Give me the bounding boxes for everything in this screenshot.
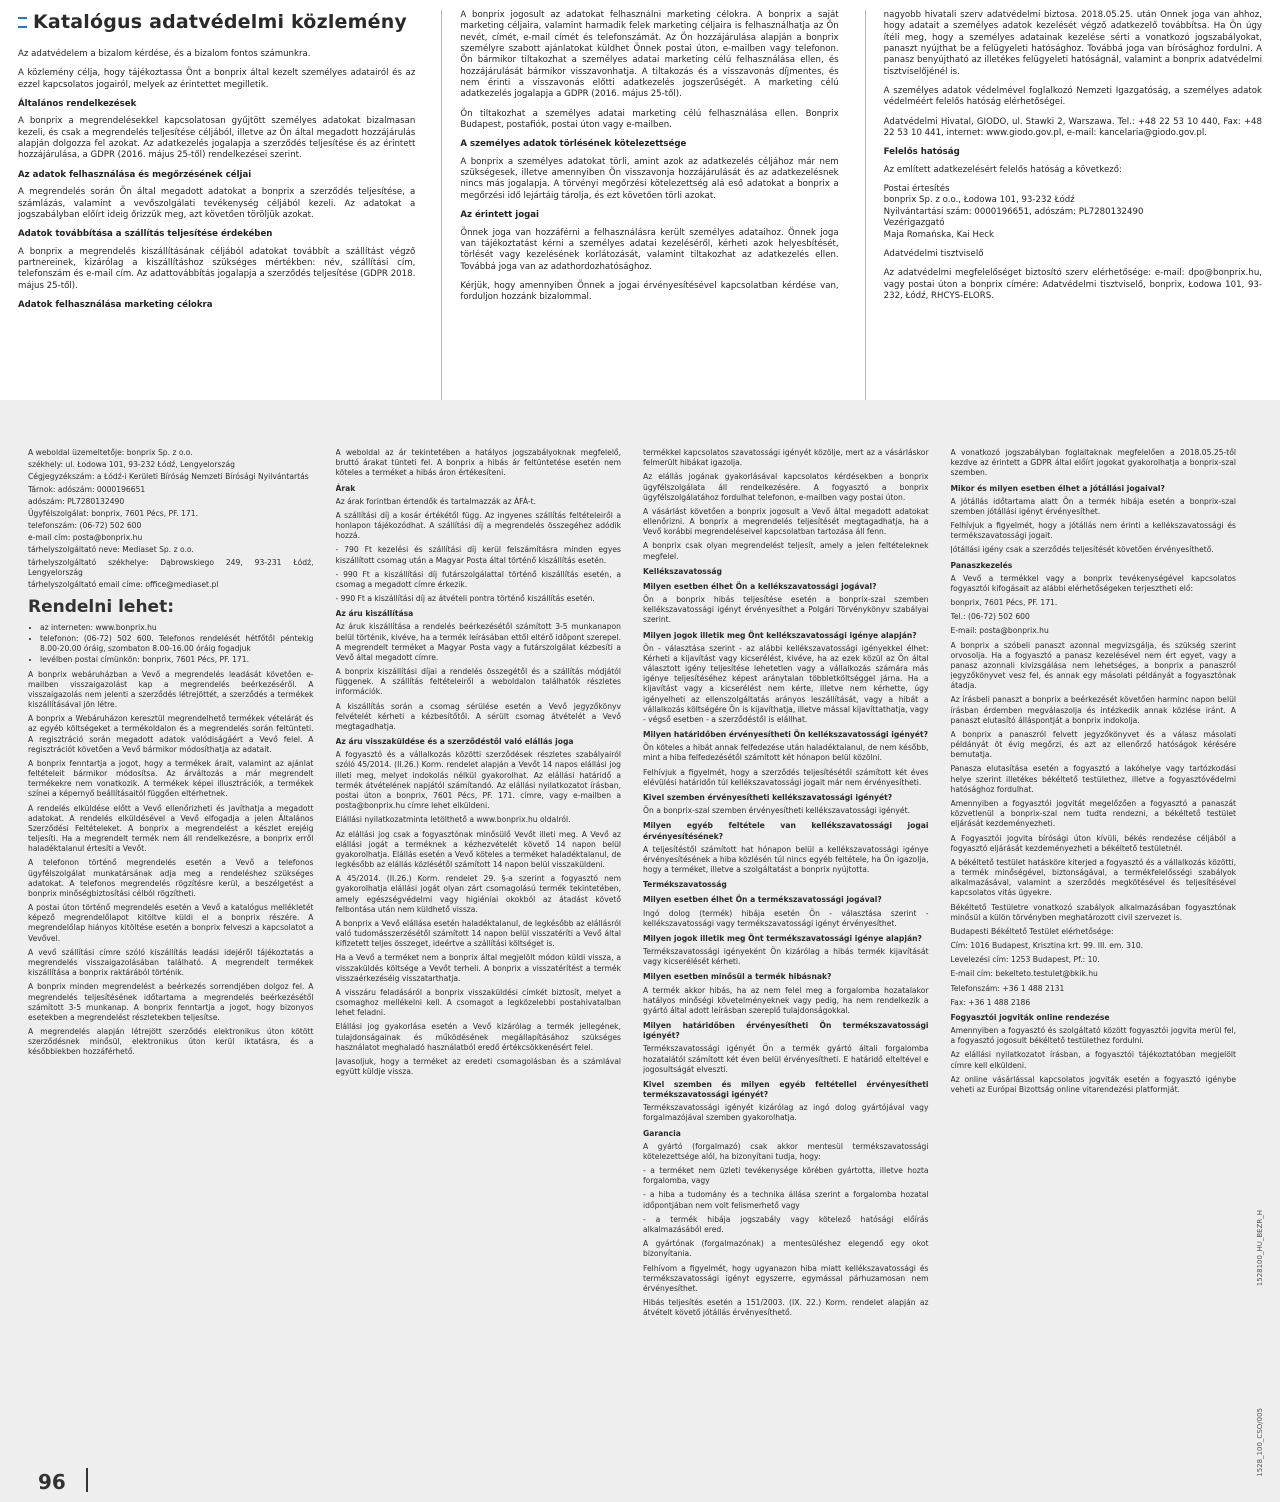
- paragraph: Az adatvédelmi megfelelőséget biztosító szerv elérhetősége: e-mail: dpo@bonprix.hu, vagy postai úton a bonprix címére: Adatvédelmi tisztviselő, bonprix, Łodowa 101, 93-232, Łódź, RHCYS-ELORS.: [883, 268, 1262, 301]
- paragraph: A teljesítéstől számított hat hónapon belül a kellékszavatossági igénye érvényesítésének a hiba közlésén túl nincs egyéb feltétele, ha Ön igazolja, hogy a terméket, illetve a szolgáltatást a bonprix nyújtotta.: [643, 844, 929, 875]
- section-heading: A személyes adatok törlésének kötelezettsége: [460, 139, 687, 150]
- order-method-item: • telefonon: (06-72) 502 600. Telefonos rendelését hétfőtől péntekig 8.00-20.00 óráig, szombaton 8.00-16.00 óráig fogadjuk: [40, 634, 314, 654]
- terms-column-1: [28, 448, 314, 1468]
- paragraph: A Vevő a termékkel vagy a bonprix tevékenységével kapcsolatos fogyasztói kifogásait az alábbi elérhetőségeken terjesztheti elő:: [950, 573, 1236, 593]
- paragraph: A bonprix kiszállítási díjai a rendelés összegétől és a szállítás módjától függenek. A szállítás feltételeiről a weboldalon találhatók részletes információk.: [335, 667, 621, 697]
- paragraph: Panasza elutasítása esetén a fogyasztó a lakóhelye vagy tartózkodási helye szerint illetékes békéltető testülethez, illetve a fogyasztóvédelmi hatósághoz fordulhat.: [950, 764, 1236, 794]
- section-heading: Termékszavatosság: [643, 880, 727, 890]
- paragraph: A megrendelés során Ön által megadott adatokat a bonprix a szerződés teljesítése, a számlázás, valamint a vevőszolgálati tevékenység céljából kezeli. Az adatokat a jogszabályban előírt ideig őrizzük meg, azt követően töröljük azokat.: [18, 187, 416, 220]
- contact-line: tárhelyszolgáltató email címe: office@mediaset.pl: [28, 579, 219, 589]
- contact-block: [28, 448, 314, 590]
- paragraph: Ön a bonprix hibás teljesítése esetén a bonprix-szal szemben kellékszavatossági igényt érvényesíthet a Polgári Törvénykönyv szabályai szerint.: [643, 595, 929, 625]
- section-heading: Az érintett jogai: [460, 210, 539, 221]
- terms-column-4: [951, 448, 1237, 1468]
- order-heading: Rendelni lehet:: [28, 597, 175, 618]
- contact-line: tárhelyszolgáltató neve: Mediaset Sp. z o.o.: [28, 545, 194, 555]
- paragraph: Termékszavatossági igényeként Ön kizárólag a hibás termék kijavítását vagy kicserélését kérheti.: [643, 947, 929, 967]
- section-heading: Panaszkezelés: [950, 560, 1013, 570]
- paragraph: A bonprix a megrendelés kiszállításának céljából adatokat továbbít a szállítást végző partnereinek, kizárólag a kiszállításhoz szükséges mértékben: név, szállítási cím, telefonszám és e-mail cím. Az adattovábbítás jogalapja a szerződés teljesítése (GDPR 2018. május 25-től).: [18, 246, 416, 291]
- privacy-column-2: [441, 10, 838, 400]
- section-heading: Kivel szemben és milyen egyéb feltétellel érvényesítheti termékszavatossági igényét?: [643, 1079, 929, 1100]
- paragraph: A bonprix csak olyan megrendelést teljesít, amely a jelen feltételeknek megfelel.: [643, 541, 929, 561]
- paragraph: bonprix, 7601 Pécs, PF. 171.: [950, 598, 1058, 608]
- section-heading: Milyen határidőben érvényesítheti Ön termékszavatossági igényét?: [643, 1021, 929, 1041]
- section-heading: Kivel szemben érvényesítheti kellékszavatossági igényét?: [643, 792, 893, 802]
- order-method-item: • az interneten: www.bonprix.hu: [40, 623, 314, 633]
- order-methods-list: [40, 623, 314, 666]
- paragraph: A telefonon történő megrendelés esetén a Vevő a telefonos ügyfélszolgálat munkatársának adja meg a rendeléshez szükséges adatokat. A telefonos megrendelés rögzítésre kerül, a beszélgetést a bonprix minőségbiztosítási célból rögzítheti.: [28, 858, 314, 898]
- paragraph: Az írásbeli panaszt a bonprix a beérkezését követően harminc napon belül írásban érdemben megválaszolja és intézkedik annak közlése iránt. A panaszt elutasító álláspontját a bonprix indokolja.: [950, 695, 1236, 725]
- paragraph: - 790 Ft kezelési és szállítási díj kerül felszámításra minden egyes kiszállított csomag után a Magyar Posta által történő kiszállítás esetén.: [335, 545, 621, 565]
- terms-section: [0, 400, 1280, 1502]
- paragraph: A személyes adatok védelmével foglalkozó Nemzeti Igazgatóság, a személyes adatok védelméért felelős hatóság elérhetőségei.: [883, 86, 1262, 108]
- paragraph: A bonprix minden megrendelést a beérkezés sorrendjében dolgoz fel. A megrendelés teljesítésének időtartama a megrendelés beérkezésétől számított 3-5 munkanap. A bonprix fenntartja a jogot, hogy bizonyos esetekben a megrendelést részletekben teljesítse.: [28, 982, 314, 1022]
- paragraph: A gyártó (forgalmazó) csak akkor mentesül termékszavatossági kötelezettsége alól, ha bizonyítani tudja, hogy:: [643, 1141, 929, 1161]
- paragraph: A jótállás időtartama alatt Ön a termék hibája esetén a bonprix-szal szemben jótállási igényt érvényesíthet.: [950, 496, 1236, 516]
- section-heading: Felelős hatóság: [883, 147, 960, 158]
- paragraph: A Fogyasztói jogvita bírósági úton kívüli, békés rendezése céljából a fogyasztó eljárását kezdeményezheti a békéltető testületnél.: [950, 833, 1236, 853]
- paragraph: Elállási jog gyakorlása esetén a Vevő kizárólag a termék jellegének, tulajdonságainak és működésének megállapításához szükséges használatot meghaladó használatból eredő értékcsökkenésért felel.: [335, 1022, 621, 1052]
- paragraph: E-mail cím: bekelteto.testulet@bkik.hu: [950, 969, 1098, 979]
- section-heading: Milyen esetben élhet Ön a termékszavatossági jogával?: [643, 895, 882, 905]
- paragraph: Ön tiltakozhat a személyes adatai marketing célú felhasználása ellen. Bonprix Budapest, postafiók, postai úton vagy e-mailben.: [460, 108, 839, 131]
- section-heading: Kellékszavatosság: [643, 566, 722, 576]
- section-heading: Garancia: [643, 1128, 681, 1138]
- paragraph: Adatvédelmi Hivatal, GIODO, ul. Stawki 2, Warszawa. Tel.: +48 22 53 10 440, Fax: +48 22 53 10 441, internet: www.giodo.gov.pl, e-mail: kancelaria@giodo.gov.pl.: [883, 116, 1262, 139]
- paragraph: A vonatkozó jogszabályban foglaltaknak megfelelően a 2018.05.25-től kezdve az érintett a GDPR által előírt jogokat gyakorolhatja a bonprix-szal szemben.: [950, 448, 1236, 478]
- contact-line: székhely: ul. Łodowa 101, 93-232 Łódź, Lengyelország: [28, 460, 235, 470]
- page-title: Katalógus adatvédelmi közlemény: [33, 11, 408, 33]
- terms-column-1-body: [28, 670, 314, 1058]
- paragraph: Adatvédelmi tisztviselő: [883, 248, 984, 259]
- section-heading: Az áru visszaküldése és a szerződéstől való elállás joga: [335, 737, 574, 747]
- paragraph: A gyártónak (forgalmazónak) a mentesüléshez elegendő egy okot bizonyítania.: [643, 1239, 929, 1259]
- paragraph: Amennyiben a fogyasztó és szolgáltató között fogyasztói jogvita merül fel, a fogyasztó jogosult békéltető testülethez fordulni.: [950, 1026, 1236, 1046]
- paragraph: A közlemény célja, hogy tájékoztassa Önt a bonprix által kezelt személyes adatairól és az ezzel kapcsolatos jogairól, melyek az érintettet megilletik.: [18, 68, 416, 90]
- paragraph: Termékszavatossági igényét Ön a termék gyártó általi forgalomba hozatalától számított két éven belül érvényesítheti. E határidő elteltével e jogosultságát elveszti.: [643, 1044, 929, 1074]
- paragraph: A vásárlást követően a bonprix jogosult a Vevő által megadott adatokat ellenőrizni. A bonprix a megrendelés teljesítését megtagadhatja, ha a Vevő korábbi megrendeléseivel kapcsolatban tartozása áll fenn.: [643, 506, 929, 537]
- paragraph: E-mail: posta@bonprix.hu: [950, 626, 1049, 636]
- page-number: 96: [38, 1470, 66, 1494]
- paragraph: Az elállási nyilatkozatot írásban, a fogyasztói tájékoztatóban megjelölt címre kell elküldeni.: [950, 1050, 1236, 1070]
- contact-line: tárhelyszolgáltató székhelye: Dąbrowskiego 249, 93-231 Łódź, Lengyelország: [28, 557, 314, 577]
- title-row: [18, 10, 415, 35]
- paragraph: Békéltető Testületre vonatkozó szabályok alkalmazásában fogyasztónak minősül a külön törvényben meghatározott civil szervezet is.: [950, 902, 1236, 922]
- paragraph: A bonprix jogosult az adatokat felhasználni marketing célokra. A bonprix a saját marketing céljaira, valamint harmadik felek marketing céljaira is felhasználhatja az Ön nevét, címét, e-mail címét és telefonszámát. Az Ön hozzájárulása alapján a bonprix személyre szabott ajánlatokat küldhet Önnek postai úton, e-mailben vagy telefonon. Ön bármikor tiltakozhat a személyes adatai marketing célú felhasználása ellen, és hozzájárulását bármikor visszavonhatja. A tiltakozás és a visszavonás díjmentes, és nem érinti a visszavonás előtti adatkezelés jogszerűségét. A marketing célú adatkezelés jogalapja a GDPR (2016. május 25-től).: [460, 10, 839, 100]
- order-method-item: • levélben postai címünkön: bonprix, 7601 Pécs, PF. 171.: [40, 655, 314, 665]
- section-heading: Árak: [335, 483, 356, 493]
- paragraph: Tel.: (06-72) 502 600: [950, 612, 1030, 622]
- contact-line: A weboldal üzemeltetője: bonprix Sp. z o.o.: [28, 448, 193, 457]
- contact-line: Cégjegyzékszám: a Łódź-i Kerületi Bíróság Nemzeti Bírósági Nyilvántartás: [28, 472, 309, 482]
- section-heading: Adatok felhasználása marketing célokra: [18, 299, 213, 310]
- paragraph: Az említett adatkezelésért felelős hatóság a következő:: [883, 164, 1122, 175]
- paragraph: Önnek joga van hozzáférni a felhasználásra került személyes adataihoz. Önnek joga van tájékoztatást kérni a személyes adatai kezeléséről, kérheti azok helyesbítését, törlését vagy kezelésének korlátozását, valamint tiltakozhat az adatkezelés ellen. Továbbá joga van az adathordozhatósághoz.: [460, 227, 839, 272]
- paragraph: A kiszállítás során a csomag sérülése esetén a Vevő jegyzőkönyv felvételét kérheti a kézbesítőtől. A sérült csomag átvételét a Vevő megtagadhatja.: [335, 701, 621, 731]
- paragraph: A bonprix a megrendelésekkel kapcsolatosan gyűjtött személyes adatokat bizalmasan kezeli, és csak a megrendelés teljesítése céljából, illetve az Ön által megadott hozzájárulás alapján dolgozza fel azokat. Az adatkezelés jogalapja a szerződés teljesítése és az érintett hozzájárulása, a GDPR (2016. május 25-től) rendelkezései szerint.: [18, 116, 416, 161]
- paragraph: Az elállás jogának gyakorlásával kapcsolatos kérdésekben a bonprix ügyfélszolgálata áll rendelkezésére. A fogyasztó a bonprix ügyfélszolgálatához fordulhat telefonon, e-mailben vagy postai úton.: [643, 472, 929, 502]
- paragraph: Ön köteles a hibát annak felfedezése után haladéktalanul, de nem később, mint a hiba felfedezésétől számított két hónapon belül közölni.: [643, 743, 929, 763]
- paragraph: A bonprix a Webáruházon keresztül megrendelhető termékek vételárát és az egyéb költségeket a termékoldalon és a megrendelés során feltünteti. A regisztráció során megadott adatok valódiságáért a Vevő felel. A regisztrációt követően a Vevő bármikor módosíthatja az adatait.: [28, 714, 314, 754]
- paragraph: A rendelés elküldése előtt a Vevő ellenőrizheti és javíthatja a megadott adatokat. A rendelés elküldésével a Vevő elfogadja a jelen Általános Szerződési Feltételeket. A bonprix a megrendelést a készlet erejéig teljesíti. Ha a megrendelt termék nem áll rendelkezésre, a bonprix erről haladéktalanul értesíti a Vevőt.: [28, 803, 314, 854]
- section-heading: Milyen egyéb feltétele van kellékszavatossági jogai érvényesítésének?: [643, 821, 929, 841]
- contact-line: adószám: PL7280132490: [28, 496, 125, 506]
- paragraph: - a terméket nem üzleti tevékenysége körében gyártotta, illetve hozta forgalomba, vagy: [643, 1166, 929, 1186]
- paragraph: Az elállási jog csak a fogyasztónak minősülő Vevőt illeti meg. A Vevő az elállási jogát a terméknek a kézhezvételét követő 14 napon belül gyakorolhatja. Elállás esetén a Vevő köteles a terméket haladéktalanul, de legkésőbb az elállás közlésétől számított 14 napon belül visszaküldeni.: [335, 829, 621, 870]
- section-heading: Milyen jogok illetik meg Önt termékszavatossági igénye alapján?: [643, 933, 922, 943]
- privacy-notice-section: [0, 0, 1280, 400]
- paragraph: A megrendelés alapján létrejött szerződés elektronikus úton kötött szerződésnek minősül, elektronikus úton kerül iktatásra, és a későbbiekben hozzáférhető.: [28, 1027, 314, 1057]
- side-code-lower: 1528_100_CSO/005: [1256, 1408, 1264, 1477]
- paragraph: Cím: 1016 Budapest, Krisztina krt. 99. III. em. 310.: [950, 941, 1144, 951]
- section-heading: Milyen esetben élhet Ön a kellékszavatossági jogával?: [643, 581, 877, 591]
- page-number-divider: [86, 1468, 88, 1492]
- paragraph: nagyobb hivatali szerv adatvédelmi biztosa. 2018.05.25. után Önnek joga van ahhoz, hogy adatait a személyes adatok kezelését végző adatkezelő továbbítsa. Ha Ön úgy ítéli meg, hogy a személyes adatainak kezelése sérti a vonatkozó jogszabályokat, panaszt nyújthat be a felügyeleti hatósághoz. Továbbá joga van bírósághoz fordulni. A panasz benyújtható az illetékes felügyeleti hatóságnál, valamint a bonprix adatvédelmi tisztviselőjénél is.: [883, 10, 1262, 77]
- paragraph: - 990 Ft a kiszállítási díj futárszolgálattal történő kiszállítás esetén, a csomag a megadott címre érkezik.: [335, 569, 621, 589]
- paragraph: Felhívjuk a figyelmét, hogy a jótállás nem érinti a kellékszavatossági és termékszavatossági jogait.: [950, 521, 1236, 541]
- section-heading: Milyen esetben minősül a termék hibásnak?: [643, 972, 832, 982]
- paragraph: A vevő szállítási címre szóló kiszállítás leadási idejéről tájékoztatás a megrendelés visszaigazolásában található. A megrendelt termékek kiszállítása a bonprix raktárából történik.: [28, 947, 314, 978]
- section-heading: Fogyasztói jogviták online rendezése: [950, 1012, 1110, 1022]
- paragraph: A 45/2014. (II.26.) Korm. rendelet 29. §-a szerint a fogyasztó nem gyakorolhatja elállási jogát olyan zárt csomagolású termék tekintetében, amely egészségvédelmi vagy higiéniai okokból az átadást követő felbontása után nem küldhető vissza.: [335, 874, 621, 914]
- paragraph: Elállási nyilatkozatminta letölthető a www.bonprix.hu oldalról.: [335, 815, 571, 825]
- paragraph: A fogyasztó és a vállalkozás közötti szerződések részletes szabályairól szóló 45/2014. (II.26.) Korm. rendelet alapján a Vevőt 14 napos elállási jog illeti meg, melyet indokolás nélkül gyakorolhat. Az elállási határidő a termék átvételének napjától számítandó. Az elállási nyilatkozatot írásban, postai úton a bonprix, 7601 Pécs, PF. 171. címre, vagy e-mailben a posta@bonprix.hu címre lehet elküldeni.: [335, 750, 621, 811]
- paragraph: A weboldal az ár tekintetében a hatályos jogszabályoknak megfelelő, bruttó árakat tünteti fel. A bonprix a hibás ár feltüntetése esetén nem köteles a terméket a hibás áron értékesíteni.: [335, 448, 621, 478]
- paragraph: Ingó dolog (termék) hibája esetén Ön - választása szerint - kellékszavatossági vagy termékszavatossági igényt érvényesíthet.: [643, 908, 929, 928]
- side-code-upper: 1528100_HU_BEZR_H: [1256, 1210, 1264, 1287]
- section-heading: Általános rendelkezések: [18, 99, 137, 110]
- contact-line: e-mail cím: posta@bonprix.hu: [28, 533, 143, 543]
- paragraph: Felhívjuk a figyelmét, hogy a szerződés teljesítésétől számított két éves elévülési határidőn túl kellékszavatossági jogait már nem érvényesítheti.: [643, 767, 929, 787]
- section-heading: Az áru kiszállítása: [335, 609, 414, 619]
- paragraph: - 990 Ft a kiszállítási díj az átvételi pontra történő kiszállítás esetén.: [335, 594, 595, 604]
- paragraph: A bonprix a szóbeli panaszt azonnal megvizsgálja, és szükség szerint orvosolja. Ha a fogyasztó a panasz kezelésével nem ért egyet, vagy a panasz azonnali kivizsgálása nem lehetséges, a bonprix a panaszról jegyzőkönyvet vesz fel, és annak egy másolati példányát a fogyasztónak átadja.: [950, 640, 1236, 691]
- paragraph: Kérjük, hogy amennyiben Önnek a jogai érvényesítésével kapcsolatban kérdése van, forduljon hozzánk bizalommal.: [460, 280, 839, 303]
- section-heading: Az adatok felhasználása és megőrzésének céljai: [18, 169, 252, 180]
- section-heading: Milyen határidőben érvényesítheti Ön kellékszavatossági igényét?: [643, 730, 928, 740]
- terms-column-2: [336, 448, 622, 1468]
- paragraph: A szállítási díj a kosár értékétől függ. Az ingyenes szállítás feltételeiről a honlapon tájékozódhat. A szállítási díj a megrendelés összegéhez adódik hozzá.: [335, 510, 621, 541]
- paragraph: Felhívom a figyelmét, hogy ugyanazon hiba miatt kellékszavatossági és termékszavatossági igényt egyszerre, egymással párhuzamosan nem érvényesíthet.: [643, 1263, 929, 1293]
- paragraph: A termék akkor hibás, ha az nem felel meg a forgalomba hozatalakor hatályos minőségi követelményeknek vagy pedig, ha nem rendelkezik a gyártó által adott leírásban szereplő tulajdonságokkal.: [643, 985, 929, 1015]
- paragraph: A bonprix fenntartja a jogot, hogy a termékek árait, valamint az ajánlat feltételeit bármikor módosítsa. Az árváltozás a már megrendelt termékekre nem vonatkozik. A termékek képei illusztrációk, a termékek színei a képernyő beállításaitól függően eltérhetnek.: [28, 758, 314, 799]
- paragraph: - a hiba a tudomány és a technika állása szerint a forgalomba hozatal időpontjában nem volt felismerhető vagy: [643, 1190, 929, 1210]
- paragraph: Az áruk kiszállítása a rendelés beérkezésétől számított 3-5 munkanapon belül történik, kivéve, ha a termék leírásában ettől eltérő időpont szerepel. A megrendelt terméket a Magyar Posta vagy a futárszolgálat kézbesíti a Vevő által megadott címre.: [335, 622, 621, 662]
- paragraph: Postai értesítés bonprix Sp. z o.o., Łodowa 101, 93-232 Łódź Nyilvántartási szám: 0000196651, adószám: PL7280132490 Vezérigazgató Maja Romańska, Kai Heck: [883, 184, 1144, 240]
- menu-icon: [18, 17, 27, 28]
- paragraph: Fax: +36 1 488 2186: [950, 997, 1031, 1007]
- paragraph: Hibás teljesítés esetén a 151/2003. (IX. 22.) Korm. rendelet alapján az átvételt követő jótállás érvényesíthető.: [643, 1298, 929, 1318]
- paragraph: Az árak forintban értendők és tartalmazzák az ÁFÁ-t.: [335, 496, 537, 506]
- paragraph: Budapesti Békéltető Testület elérhetősége:: [950, 926, 1114, 936]
- paragraph: A bonprix a személyes adatokat törli, amint azok az adatkezelés céljához már nem szükségesek, illetve amennyiben Ön visszavonja hozzájárulását és az adatkezelésnek nincs más jogalapja. A törvényi megőrzési kötelezettség alá eső adatokat a bonprix a megőrzési idő lejártáig tárolja, és ezt követően törli azokat.: [460, 156, 839, 201]
- paragraph: Ön - választása szerint - az alábbi kellékszavatossági igényekkel élhet: Kérheti a kijavítást vagy kicserélést, kivéve, ha az ezek közül az Ön által választott igény teljesítése lehetetlen vagy a vállalkozás számára más igénye teljesítéséhez képest aránytalan többletköltséggel járna. Ha a kijavítást vagy a kicserélést nem kérte, illetve nem kérhette, úgy igényelheti az ellenszolgáltatás arányos leszállítását, vagy a hibát a vállalkozás költségére Ön is kijavíthatja, illetve mással kijavíttathatja, vagy - végső esetben - a szerződéstől is elállhat.: [643, 643, 929, 724]
- terms-column-3: [643, 448, 929, 1468]
- privacy-column-1: [18, 10, 415, 400]
- section-heading: Milyen jogok illetik meg Önt kellékszavatossági igénye alapján?: [643, 630, 917, 640]
- paragraph: Ön a bonprix-szal szemben érvényesítheti kellékszavatossági igényét.: [643, 806, 910, 816]
- contact-line: Ügyfélszolgálat: bonprix, 7601 Pécs, PF. 171.: [28, 508, 199, 518]
- paragraph: A békéltető testület hatásköre kiterjed a fogyasztó és a vállalkozás közötti, a termék minőségével, biztonságával, a termékfelelősségi szabályok alkalmazásával, valamint a szerződés megkötésével és teljesítésével kapcsolatos vitás ügyekre.: [950, 857, 1236, 898]
- paragraph: Levelezési cím: 1253 Budapest, Pf.: 10.: [950, 955, 1100, 965]
- paragraph: Az online vásárlással kapcsolatos jogviták esetén a fogyasztó igénybe veheti az Európai Bizottság online vitarendezési platformját.: [950, 1074, 1236, 1094]
- paragraph: - a termék hibája jogszabály vagy kötelező hatósági előírás alkalmazásából ered.: [643, 1214, 929, 1234]
- paragraph: Az adatvédelem a bizalom kérdése, és a bizalom fontos számunkra.: [18, 49, 311, 60]
- section-heading: Adatok továbbítása a szállítás teljesítése érdekében: [18, 229, 273, 240]
- paragraph: A bonprix a panaszról felvett jegyzőkönyvet és a válasz másolati példányát öt évig megőrzi, és azt az ellenőrző hatóságok kérésére bemutatja.: [950, 729, 1236, 760]
- paragraph: Amennyiben a fogyasztói jogvitát megelőzően a fogyasztó a panaszát közvetlenül a bonprix-szal nem tudta rendezni, a békéltető testület eljárását kezdeményezheti.: [950, 798, 1236, 829]
- contact-line: telefonszám: (06-72) 502 600: [28, 521, 142, 531]
- paragraph: A bonprix webáruházban a Vevő a megrendelés leadását követően e-mailben visszaigazolást kap a megrendelés beérkezéséről. A visszaigazolás nem jelenti a szerződés létrejöttét, a szerződés a termékek kiszállításával jön létre.: [28, 669, 314, 710]
- paragraph: termékkel kapcsolatos szavatossági igényét közölje, mert az a vásárláskor felmerült hibákat igazolja.: [643, 448, 929, 468]
- section-heading: Mikor és milyen esetben élhet a jótállási jogaival?: [950, 483, 1165, 493]
- paragraph: Jótállási igény csak a szerződés teljesítését követően érvényesíthető.: [950, 545, 1214, 555]
- paragraph: Ha a Vevő a terméket nem a bonprix által megjelölt módon küldi vissza, a visszaküldés költsége a Vevőt terheli. A bonprix a visszatérítést a termék visszaérkezéséig visszatarthatja.: [335, 953, 621, 983]
- paragraph: A postai úton történő megrendelés esetén a Vevő a katalógus mellékletét képező megrendelőlapot kitöltve küldi el a bonprix részére. A megrendelőlap hiányos kitöltése esetén a bonprix felveszi a kapcsolatot a Vevővel.: [28, 903, 314, 943]
- privacy-column-3: [865, 10, 1262, 400]
- paragraph: Telefonszám: +36 1 488 2131: [950, 983, 1065, 993]
- paragraph: Termékszavatossági igényét kizárólag az ingó dolog gyártójával vagy forgalmazójával szemben gyakorolhatja.: [643, 1103, 929, 1123]
- paragraph: Javasoljuk, hogy a terméket az eredeti csomagolásban és a számlával együtt küldje vissza.: [335, 1056, 621, 1077]
- contact-line: Tárnok: adószám: 0000196651: [28, 484, 146, 494]
- paragraph: A visszáru feladásáról a bonprix visszaküldési címkét biztosít, melyet a csomaghoz mellékelni kell. A csomagot a legközelebbi postahivatalban lehet feladni.: [335, 987, 621, 1018]
- paragraph: A bonprix a Vevő elállása esetén haladéktalanul, de legkésőbb az elállásról való tudomásszerzésétől számított 14 napon belül visszatéríti a Vevő által kifizetett teljes összeget, ideértve a szállítási költséget is.: [335, 918, 621, 949]
